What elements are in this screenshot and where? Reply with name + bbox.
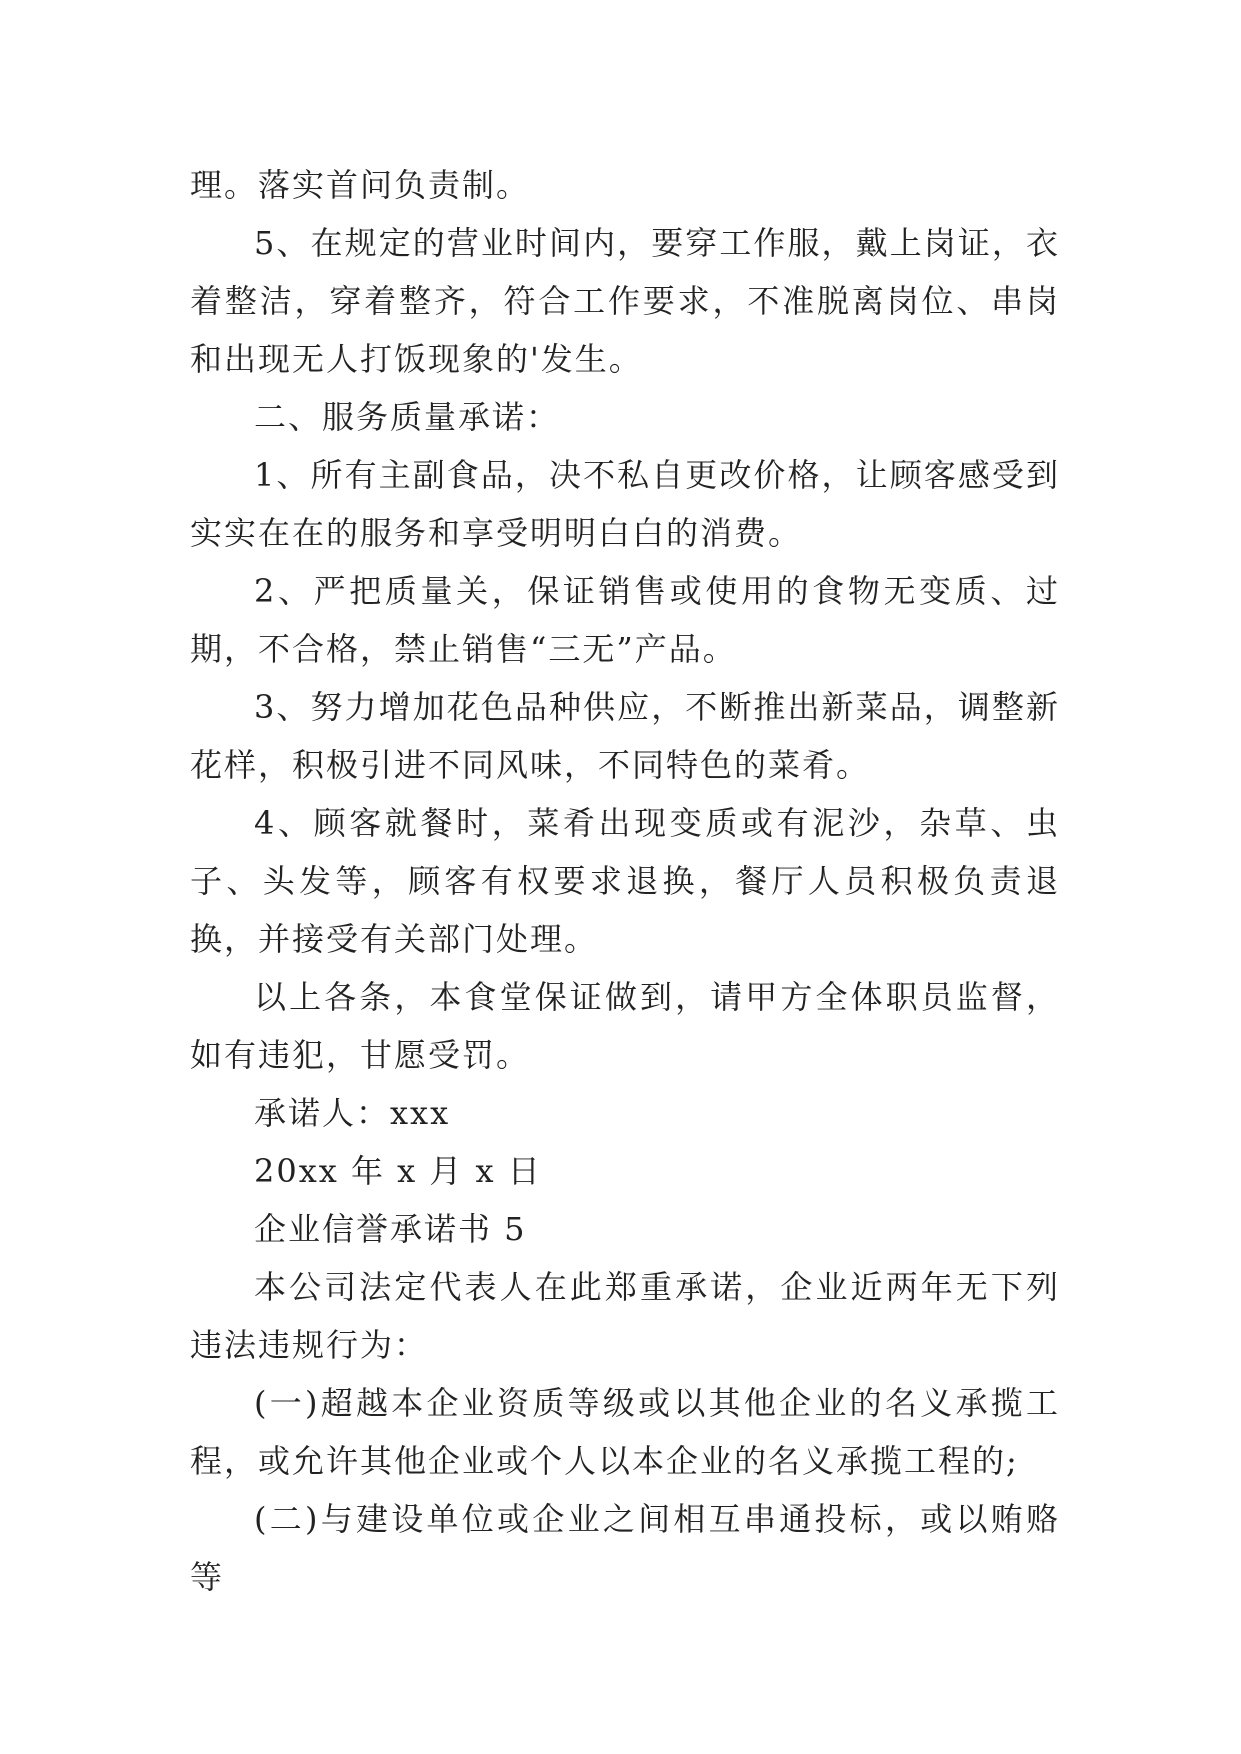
paragraph-13: (一)超越本企业资质等级或以其他企业的名义承揽工程，或允许其他企业或个人以本企业的名义承揽工程的; (190, 1384, 1060, 1480)
paragraph-7: 4、顾客就餐时，菜肴出现变质或有泥沙，杂草、虫子、头发等，顾客有权要求退换，餐厅人员积极负责退换，并接受有关部门处理。 (190, 804, 1060, 958)
paragraph-4: 1、所有主副食品，决不私自更改价格，让顾客感受到实实在在的服务和享受明明白白的消费。 (190, 456, 1060, 552)
promisor-line: 承诺人：xxx (254, 1094, 451, 1132)
document-body (190, 156, 1060, 1606)
paragraph-8: 以上各条，本食堂保证做到，请甲方全体职员监督，如有违犯，甘愿受罚。 (190, 978, 1060, 1074)
paragraph-1: 理。落实首问负责制。 (190, 166, 531, 204)
section-heading: 二、服务质量承诺： (254, 398, 561, 436)
paragraph-6: 3、努力增加花色品种供应，不断推出新菜品，调整新花样，积极引进不同风味，不同特色的菜肴。 (190, 688, 1060, 784)
paragraph-14: (二)与建设单位或企业之间相互串通投标，或以贿赂等 (190, 1500, 1060, 1596)
paragraph-12: 本公司法定代表人在此郑重承诺，企业近两年无下列违法违规行为： (190, 1268, 1060, 1364)
date-line: 20xx 年 x 月 x 日 (254, 1152, 542, 1190)
document-title: 企业信誉承诺书 5 (254, 1210, 527, 1248)
paragraph-2: 5、在规定的营业时间内，要穿工作服，戴上岗证，衣着整洁，穿着整齐，符合工作要求，不准脱离岗位、串岗和出现无人打饭现象的'发生。 (190, 224, 1060, 378)
paragraph-5: 2、严把质量关，保证销售或使用的食物无变质、过期，不合格，禁止销售“三无”产品。 (190, 572, 1060, 668)
